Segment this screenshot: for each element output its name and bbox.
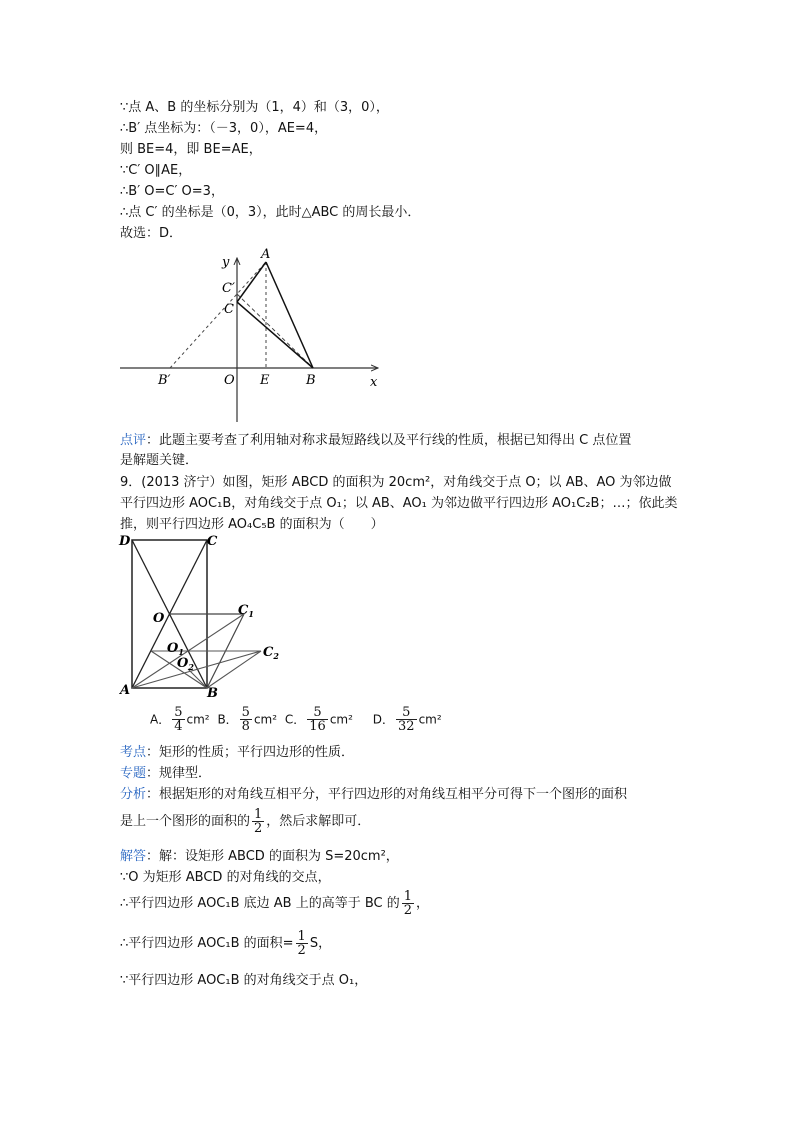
- answer-options: [150, 706, 446, 733]
- label-o-center: O: [153, 611, 165, 626]
- comment-line-2: 是解题关键．: [120, 453, 199, 468]
- analysis-line-2: 是上一个图形的面积的 $\frac{1}{2}$ ，然后求解即可．: [120, 807, 371, 836]
- zhuanti-label: 专题: [120, 766, 147, 781]
- label-b: B: [306, 373, 316, 388]
- option-c[interactable]: C． $\frac{5}{16}$ cm²: [284, 705, 353, 734]
- comment-line-1: [120, 432, 631, 450]
- solution-a-line-1: [120, 848, 399, 866]
- label-c-prime: C′: [222, 281, 235, 296]
- analysis-line-1: [120, 786, 627, 804]
- fraction-half: $\frac{1}{2}$: [254, 807, 263, 836]
- solution-a-line-5: ∵平行四边形 AOC₁B 的对角线交于点 O₁，: [120, 973, 368, 988]
- label-o: O: [224, 373, 235, 388]
- option-b[interactable]: B． $\frac{5}{8}$ cm²: [217, 705, 278, 734]
- solution-text: ：解：设矩形 ABCD 的面积为 S=20cm²，: [146, 849, 399, 864]
- comment-text: ：此题主要考查了利用轴对称求最短路线以及平行线的性质，根据已知得出 C 点位置: [146, 433, 632, 448]
- comment-label: 点评: [120, 433, 147, 448]
- label-c: C: [224, 302, 234, 317]
- option-d[interactable]: D． $\frac{5}{32}$ cm²: [372, 705, 442, 734]
- option-a[interactable]: A． $\frac{5}{4}$ cm²: [150, 705, 210, 734]
- segment-c-prime-b: [237, 294, 313, 368]
- label-b-prime: B′: [158, 373, 171, 388]
- solution-line-5: ∴B′ O=C′ O=3，: [120, 184, 224, 199]
- question-line-3: 推，则平行四边形 AO₄C₅B 的面积为（ ）: [120, 517, 384, 532]
- kaodian-label: 考点: [120, 745, 147, 760]
- label-c2: $C_2$: [263, 645, 279, 661]
- segment-c2-b: [207, 651, 261, 688]
- solution-label: 解答: [120, 849, 147, 864]
- solution-line-6: ∴点 C′ 的坐标是（0，3），此时△ABC 的周长最小．: [120, 205, 421, 220]
- segment-a-c2: [132, 651, 261, 688]
- zhuanti-line: [120, 765, 211, 783]
- question-line-1: 9．(2013 济宁）如图，矩形 ABCD 的面积为 20cm²，对角线交于点 O；以 AB、AO 为邻边做: [120, 475, 672, 490]
- label-a-bottom: A: [120, 683, 131, 698]
- fraction-half-2: $\frac{1}{2}$: [403, 889, 413, 918]
- solution-a-line-3: ∴平行四边形 AOC₁B 底边 AB 上的高等于 BC 的 $\frac{1}{2}$ ，: [120, 889, 430, 918]
- fraction-half-3: $\frac{1}{2}$: [297, 929, 306, 958]
- solution-a-line-4: ∴平行四边形 AOC₁B 的面积= $\frac{1}{2}$ S，: [120, 929, 332, 958]
- analysis-text: ：根据矩形的对角线互相平分，平行四边形的对角线互相平分可得下一个图形的面积: [146, 787, 628, 802]
- solution-line-3: 则 BE=4，即 BE=AE，: [120, 142, 262, 157]
- analysis-label: 分析: [120, 787, 147, 802]
- answer-choice-line: 故选：D．: [120, 226, 183, 241]
- kaodian-line: [120, 744, 354, 762]
- label-b-bottom: B: [207, 686, 218, 700]
- solution-a-line-2: ∵O 为矩形 ABCD 的对角线的交点，: [120, 870, 331, 885]
- label-y: y: [222, 255, 230, 270]
- solution-line-1: ∵点 A、B 的坐标分别为（1，4）和（3，0），: [120, 100, 389, 115]
- solution-line-2: ∴B′ 点坐标为：（－3，0），AE=4，: [120, 121, 328, 136]
- label-a: A: [261, 247, 271, 262]
- rectangle-figure: [115, 528, 290, 700]
- label-c-top: C: [207, 534, 218, 549]
- label-d: D: [119, 534, 131, 549]
- label-x: x: [370, 375, 378, 390]
- solution-line-4: ∵C′ O∥AE，: [120, 163, 192, 178]
- label-e: E: [260, 373, 270, 388]
- segment-a-c: [237, 262, 266, 302]
- question-line-2: 平行四边形 AOC₁B，对角线交于点 O₁；以 AB、AO₁ 为邻边做平行四边形 AO₁C₂B；…；依此类: [120, 496, 678, 511]
- kaodian-text: ：矩形的性质；平行四边形的性质．: [146, 745, 355, 760]
- segment-c-b: [237, 302, 313, 368]
- label-o1: $O_1$: [167, 641, 184, 657]
- label-o2: $O_2$: [177, 656, 194, 672]
- coordinate-figure: [115, 245, 395, 430]
- zhuanti-text: ：规律型．: [146, 766, 212, 781]
- label-c1: $C_1$: [238, 603, 254, 619]
- segment-a-b: [266, 262, 313, 368]
